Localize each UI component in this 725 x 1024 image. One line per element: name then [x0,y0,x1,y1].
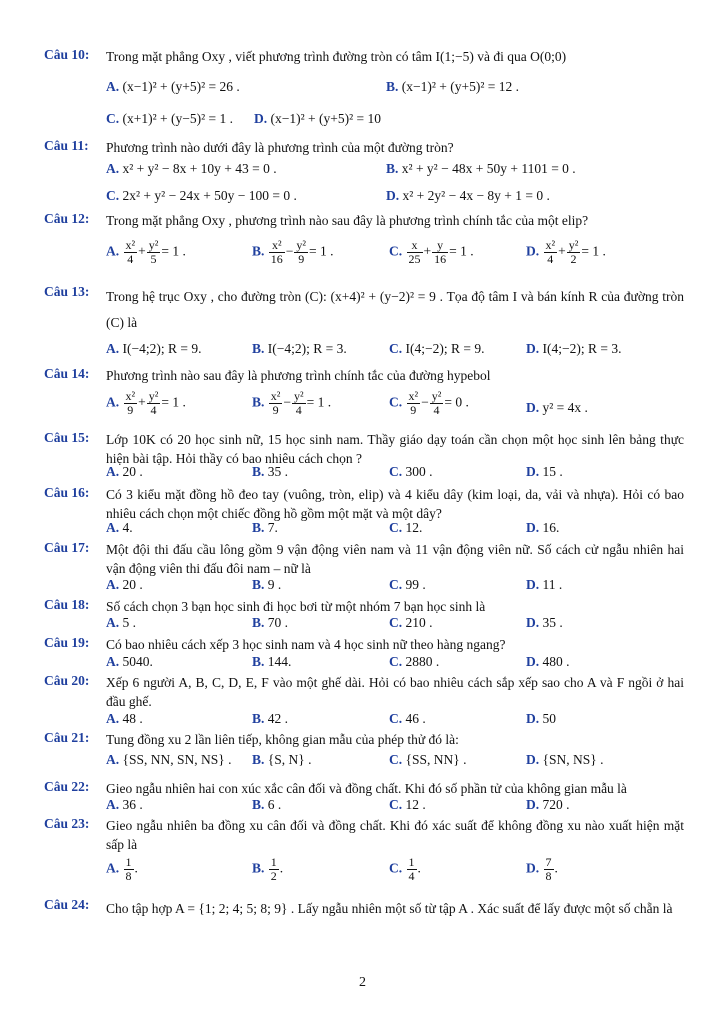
question-11 [44,138,684,208]
question-19 [44,635,684,671]
option-b: B. 70 . [252,615,289,630]
question-label: Câu 18: [44,597,90,612]
question-15 [44,430,684,485]
option-b: B. 35 . [252,464,289,479]
question-label: Câu 19: [44,635,90,650]
question-stem: Trong mặt phẳng Oxy , phương trình nào sau đây là phương trình chính tắc của một elip? [106,213,589,228]
option-d: D. $\frac{7}{8}$ . [526,855,558,883]
option-c: C. $\frac{1}{4}$ . [389,855,421,883]
question-stem: Trong mặt phẳng Oxy , viết phương trình đường tròn có tâm I(1;−5) và đi qua O(0;0) [106,49,567,64]
option-b: B. I(−4;2); R = 3. [252,341,347,356]
question-stem: Xếp 6 người A, B, C, D, E, F vào một ghế dài. Hỏi có bao nhiêu cách sắp xếp sao cho A và F ngồi ở hai đầu ghế. [106,675,684,709]
question-stem: Gieo ngẫu nhiên ba đồng xu cân đối và đồng chất. Khi đó xác suất để không đồng xu nào xuất hiện mặt sấp là [106,818,684,852]
question-stem: Phương trình nào dưới đây là phương trình của một đường tròn? [106,140,454,155]
option-d: D. 11 . [526,577,563,592]
question-label: Câu 10: [44,47,90,62]
option-c: C. 46 . [389,711,426,726]
option-a: A. $\frac{1}{8}$ . [106,855,138,883]
question-label: Câu 22: [44,779,90,794]
option-b: B. 144. [252,654,292,669]
option-d: D. y² = 4x . [526,400,588,415]
option-d: D. $\frac{\text{x²}}{4}$ + $\frac{\text{y²}}{2}$ = 1 . [526,238,606,266]
option-c: C. 210 . [389,615,433,630]
question-stem: Số cách chọn 3 bạn học sinh đi học bơi từ một nhóm 7 bạn học sinh là [106,599,486,614]
option-d: D. 50 [526,711,556,726]
question-label: Câu 23: [44,816,90,831]
option-a: A. I(−4;2); R = 9. [106,341,202,356]
question-10 [44,47,684,137]
option-a: A. x² + y² − 8x + 10y + 43 = 0 . [106,161,277,176]
option-c: C. $\frac{\text{x²}}{9}$ − $\frac{\text{y²}}{4}$ = 0 . [389,389,469,417]
question-label: Câu 24: [44,897,90,912]
option-b: B. {S, N} . [252,752,312,767]
option-a: A. 20 . [106,464,143,479]
question-23 [44,816,684,892]
option-c: C. 12 . [389,797,426,812]
option-c: C. (x+1)² + (y−5)² = 1 . [106,111,234,126]
question-label: Câu 14: [44,366,90,381]
question-stem: Có bao nhiêu cách xếp 3 học sinh nam và 4 học sinh nữ theo hàng ngang? [106,637,506,652]
option-d: D. x² + 2y² − 4x − 8y + 1 = 0 . [386,188,550,203]
option-a: A. 36 . [106,797,143,812]
option-c: C. 12. [389,520,423,535]
option-b: B. x² + y² − 48x + 50y + 1101 = 0 . [386,161,576,176]
question-12 [44,211,684,276]
question-stem: Một đội thi đấu cầu lông gồm 9 vận động viên nam và 11 vận động viên nữ. Số cách cử ngẫu nhiên hai vận động viên thi đấu đôi nam – nữ là [106,542,684,576]
option-b: B. 6 . [252,797,282,812]
option-a: A. {SS, NN, SN, NS} . [106,752,232,767]
question-21 [44,730,684,776]
question-stem: Cho tập hợp A = {1; 2; 4; 5; 8; 9} . Lấy ngẫu nhiên một số từ tập A . Xác suất để lấy được một số chẵn là [106,901,673,916]
option-c: C. 2880 . [389,654,440,669]
question-label: Câu 11: [44,138,89,153]
option-c: C. {SS, NN} . [389,752,467,767]
question-stem: Tung đồng xu 2 lần liên tiếp, không gian mẫu của phép thử đó là: [106,732,459,747]
question-18 [44,597,684,633]
question-label: Câu 13: [44,284,90,299]
question-22 [44,779,684,815]
question-stem: Phương trình nào sau đây là phương trình chính tắc của đường hypebol [106,368,491,383]
question-stem: Gieo ngẫu nhiên hai con xúc xắc cân đối và đồng chất. Khi đó số phần tử của không gian mẫu là [106,781,627,796]
option-d: D. 16. [526,520,560,535]
question-label: Câu 16: [44,485,90,500]
question-label: Câu 12: [44,211,90,226]
question-label: Câu 21: [44,730,90,745]
option-a: A. $\frac{\text{x²}}{9}$ + $\frac{\text{y²}}{4}$ = 1 . [106,389,186,417]
page-number: 2 [359,975,366,990]
question-label: Câu 15: [44,430,90,445]
option-d: D. 480 . [526,654,570,669]
option-b: B. $\frac{\text{x²}}{16}$ − $\frac{\text{y²}}{9}$ = 1 . [252,238,334,266]
option-c: C. $\frac{x}{25}$ + $\frac{y}{16}$ = 1 . [389,238,474,266]
option-c: C. 99 . [389,577,426,592]
option-a: A. 5 . [106,615,136,630]
option-a: A. 5040. [106,654,153,669]
option-d: D. 720 . [526,797,570,812]
option-d: D. 15 . [526,464,563,479]
option-a: A. $\frac{\text{x²}}{4}$ + $\frac{\text{y²}}{5}$ = 1 . [106,238,186,266]
question-stem: Lớp 10K có 20 học sinh nữ, 15 học sinh nam. Thầy giáo dạy toán cần chọn một học sinh lên bảng thực hiện bài tập. Hỏi thầy có bao nhiêu cách chọn ? [106,432,684,466]
question-16 [44,485,684,540]
option-d: D. I(4;−2); R = 3. [526,341,622,356]
option-b: B. 42 . [252,711,289,726]
question-24 [44,897,684,941]
question-13 [44,284,684,364]
option-c: C. I(4;−2); R = 9. [389,341,485,356]
option-d: D. {SN, NS} . [526,752,604,767]
option-a: A. (x−1)² + (y+5)² = 26 . [106,79,240,94]
option-b: B. 9 . [252,577,282,592]
option-d: D. 35 . [526,615,563,630]
option-a: A. 4. [106,520,133,535]
question-14 [44,366,684,426]
question-stem: Trong hệ trục Oxy , cho đường tròn (C): (x+4)² + (y−2)² = 9 . Tọa độ tâm I và bán kính R của đường tròn (C) là [106,289,684,330]
option-b: B. (x−1)² + (y+5)² = 12 . [386,79,520,94]
option-a: A. 20 . [106,577,143,592]
question-label: Câu 20: [44,673,90,688]
option-d: D. (x−1)² + (y+5)² = 10 [254,111,382,126]
question-stem: Có 3 kiểu mặt đồng hồ đeo tay (vuông, tròn, elip) và 4 kiểu dây (kim loại, da, vải và nhựa). Hỏi có bao nhiêu cách chọn một chiếc đồng hồ gồm một mặt và một dây? [106,487,684,521]
option-a: A. 48 . [106,711,143,726]
option-c: C. 300 . [389,464,433,479]
question-17 [44,540,684,596]
option-b: B. $\frac{1}{2}$ . [252,855,284,883]
question-label: Câu 17: [44,540,90,555]
option-b: B. $\frac{\text{x²}}{9}$ − $\frac{\text{y²}}{4}$ = 1 . [252,389,332,417]
option-c: C. 2x² + y² − 24x + 50y − 100 = 0 . [106,188,297,203]
question-20 [44,673,684,729]
option-b: B. 7. [252,520,278,535]
